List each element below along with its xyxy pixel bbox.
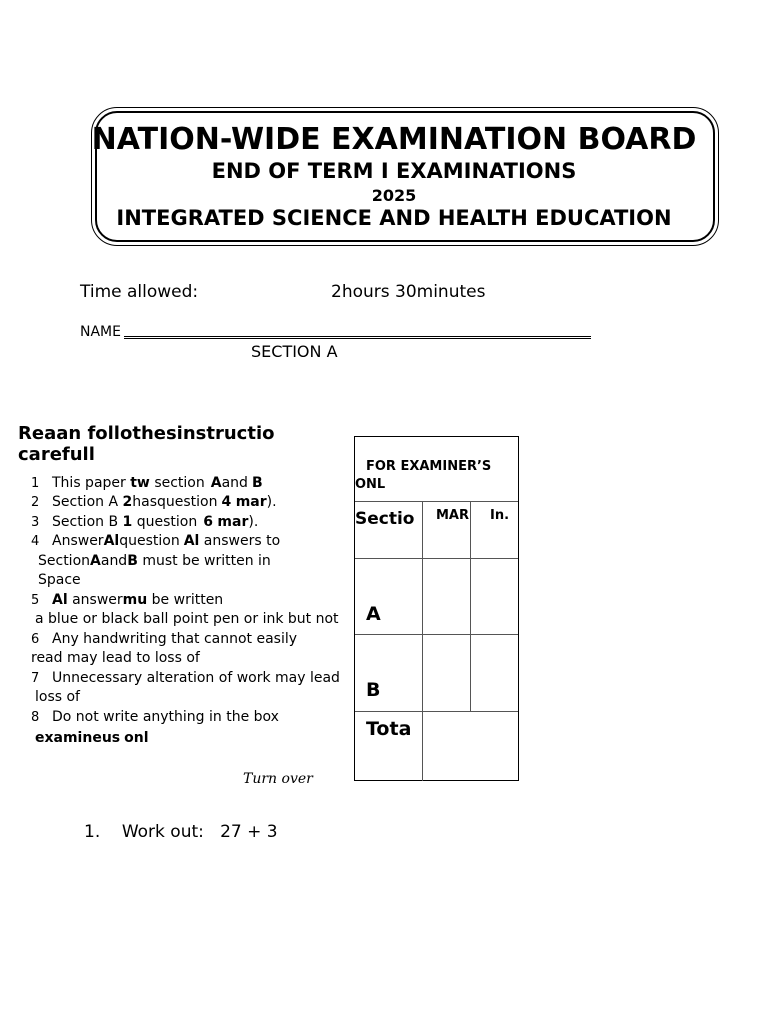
instruction-emphasis: mar [217,514,249,530]
col-header-initials: In. [490,508,510,523]
instruction-number: 8 [31,710,40,725]
instruction-number: 6 [31,632,40,647]
instruction-emphasis: 6 [203,514,213,530]
instruction-emphasis: Al [52,592,68,608]
table-divider [422,501,423,781]
instruction-emphasis: Al [103,533,120,549]
instruction-number: 3 [31,515,40,530]
instruction-emphasis: tw [130,475,150,491]
instruction-text: question [119,533,180,549]
instruction-text: Section A [52,494,123,510]
time-allowed-label: Time allowed: [80,282,199,302]
question-1: 1. Work out: 27 + 3 [84,822,278,842]
board-title: NATION-WIDE EXAMINATION BOARD [91,122,697,157]
col-header-marks: MAR [436,508,470,523]
instruction-text: Section B [52,514,123,530]
name-field-line[interactable] [124,336,591,339]
instruction-item-3 [31,513,258,533]
instruction-number: 7 [31,671,40,686]
instruction-text: answer [67,592,123,608]
instruction-text: Section [38,553,91,569]
row-label-a: A [366,603,381,625]
instruction-text: Space [38,572,81,588]
instruction-emphasis: B [127,553,138,569]
instruction-text: and [100,553,128,569]
table-divider [355,634,518,635]
instruction-number: 2 [31,495,40,510]
row-label-b: B [366,679,381,701]
instruction-item-5-cont: a blue or black ball point pen or ink but not [35,611,339,627]
instruction-text: Answer [52,533,104,549]
exam-year: 2025 [371,186,417,205]
instruction-emphasis: Al [183,533,200,549]
instruction-number: 4 [31,534,40,549]
instruction-item-2 [31,493,277,513]
instruction-emphasis: us [101,730,121,746]
instructions-heading-line1: Reaan follothesinstructio [18,423,275,444]
instruction-text: This paper [52,475,131,491]
instruction-text: and [221,475,248,491]
instruction-text: Do not write anything in the box [52,709,279,725]
instructions-heading [18,423,318,465]
instruction-text: question [157,494,218,510]
instruction-emphasis: 2 [122,494,133,510]
instruction-text: must be written in [137,553,271,569]
instruction-item-8 [31,708,279,728]
instruction-text: ). [266,494,277,510]
instruction-text: be written [147,592,224,608]
table-divider [355,501,518,502]
instruction-emphasis: 4 [221,494,232,510]
instruction-text: Unnecessary alteration of work may lead [52,670,340,686]
row-label-total: Tota [366,718,412,740]
instruction-item-4 [31,532,280,552]
instruction-number: 5 [31,593,40,608]
instruction-emphasis: 1 [122,514,133,530]
subject-title: INTEGRATED SCIENCE AND HEALTH EDUCATION [116,206,672,230]
instruction-text: section [149,475,205,491]
instruction-item-7-cont: loss of [35,689,80,705]
table-divider [355,711,518,712]
examiner-table-title: FOR EXAMINER’S [366,459,492,474]
section-a-heading: SECTION A [251,342,338,361]
instruction-emphasis: onl [124,730,149,746]
instruction-emphasis: A [90,553,101,569]
instruction-emphasis: B [251,475,263,491]
instruction-item-8-cont [35,729,149,749]
instruction-emphasis: A [210,475,222,491]
instruction-text: Any handwriting that cannot easily [52,631,298,647]
instruction-text: answers to [199,533,281,549]
col-header-section: Sectio [355,509,415,529]
instruction-text: has [132,494,157,510]
instruction-item-6-cont: read may lead to loss of [31,650,200,666]
instruction-item-6 [31,630,297,650]
table-divider [470,501,471,711]
instruction-item-4-cont [38,552,271,572]
instruction-item-7 [31,669,340,689]
instruction-item-4-cont2 [38,571,81,591]
exam-title: END OF TERM I EXAMINATIONS [211,159,577,183]
instruction-text: ). [248,514,259,530]
turn-over-note: Turn over [243,771,313,787]
instructions-heading-line2: carefull [18,444,95,465]
instruction-item-1 [31,474,263,494]
instruction-emphasis: mar [235,494,267,510]
examiner-marks-table [354,436,519,781]
examiner-table-title-cont: ONL [355,477,386,492]
time-allowed-value: 2hours 30minutes [331,282,486,302]
instruction-text: question [132,514,198,530]
instruction-emphasis: mu [122,592,148,608]
instruction-item-5 [31,591,223,611]
table-divider [355,558,518,559]
name-label: NAME [80,324,121,340]
instruction-number: 1 [31,476,40,491]
instruction-emphasis: examine [35,730,102,746]
